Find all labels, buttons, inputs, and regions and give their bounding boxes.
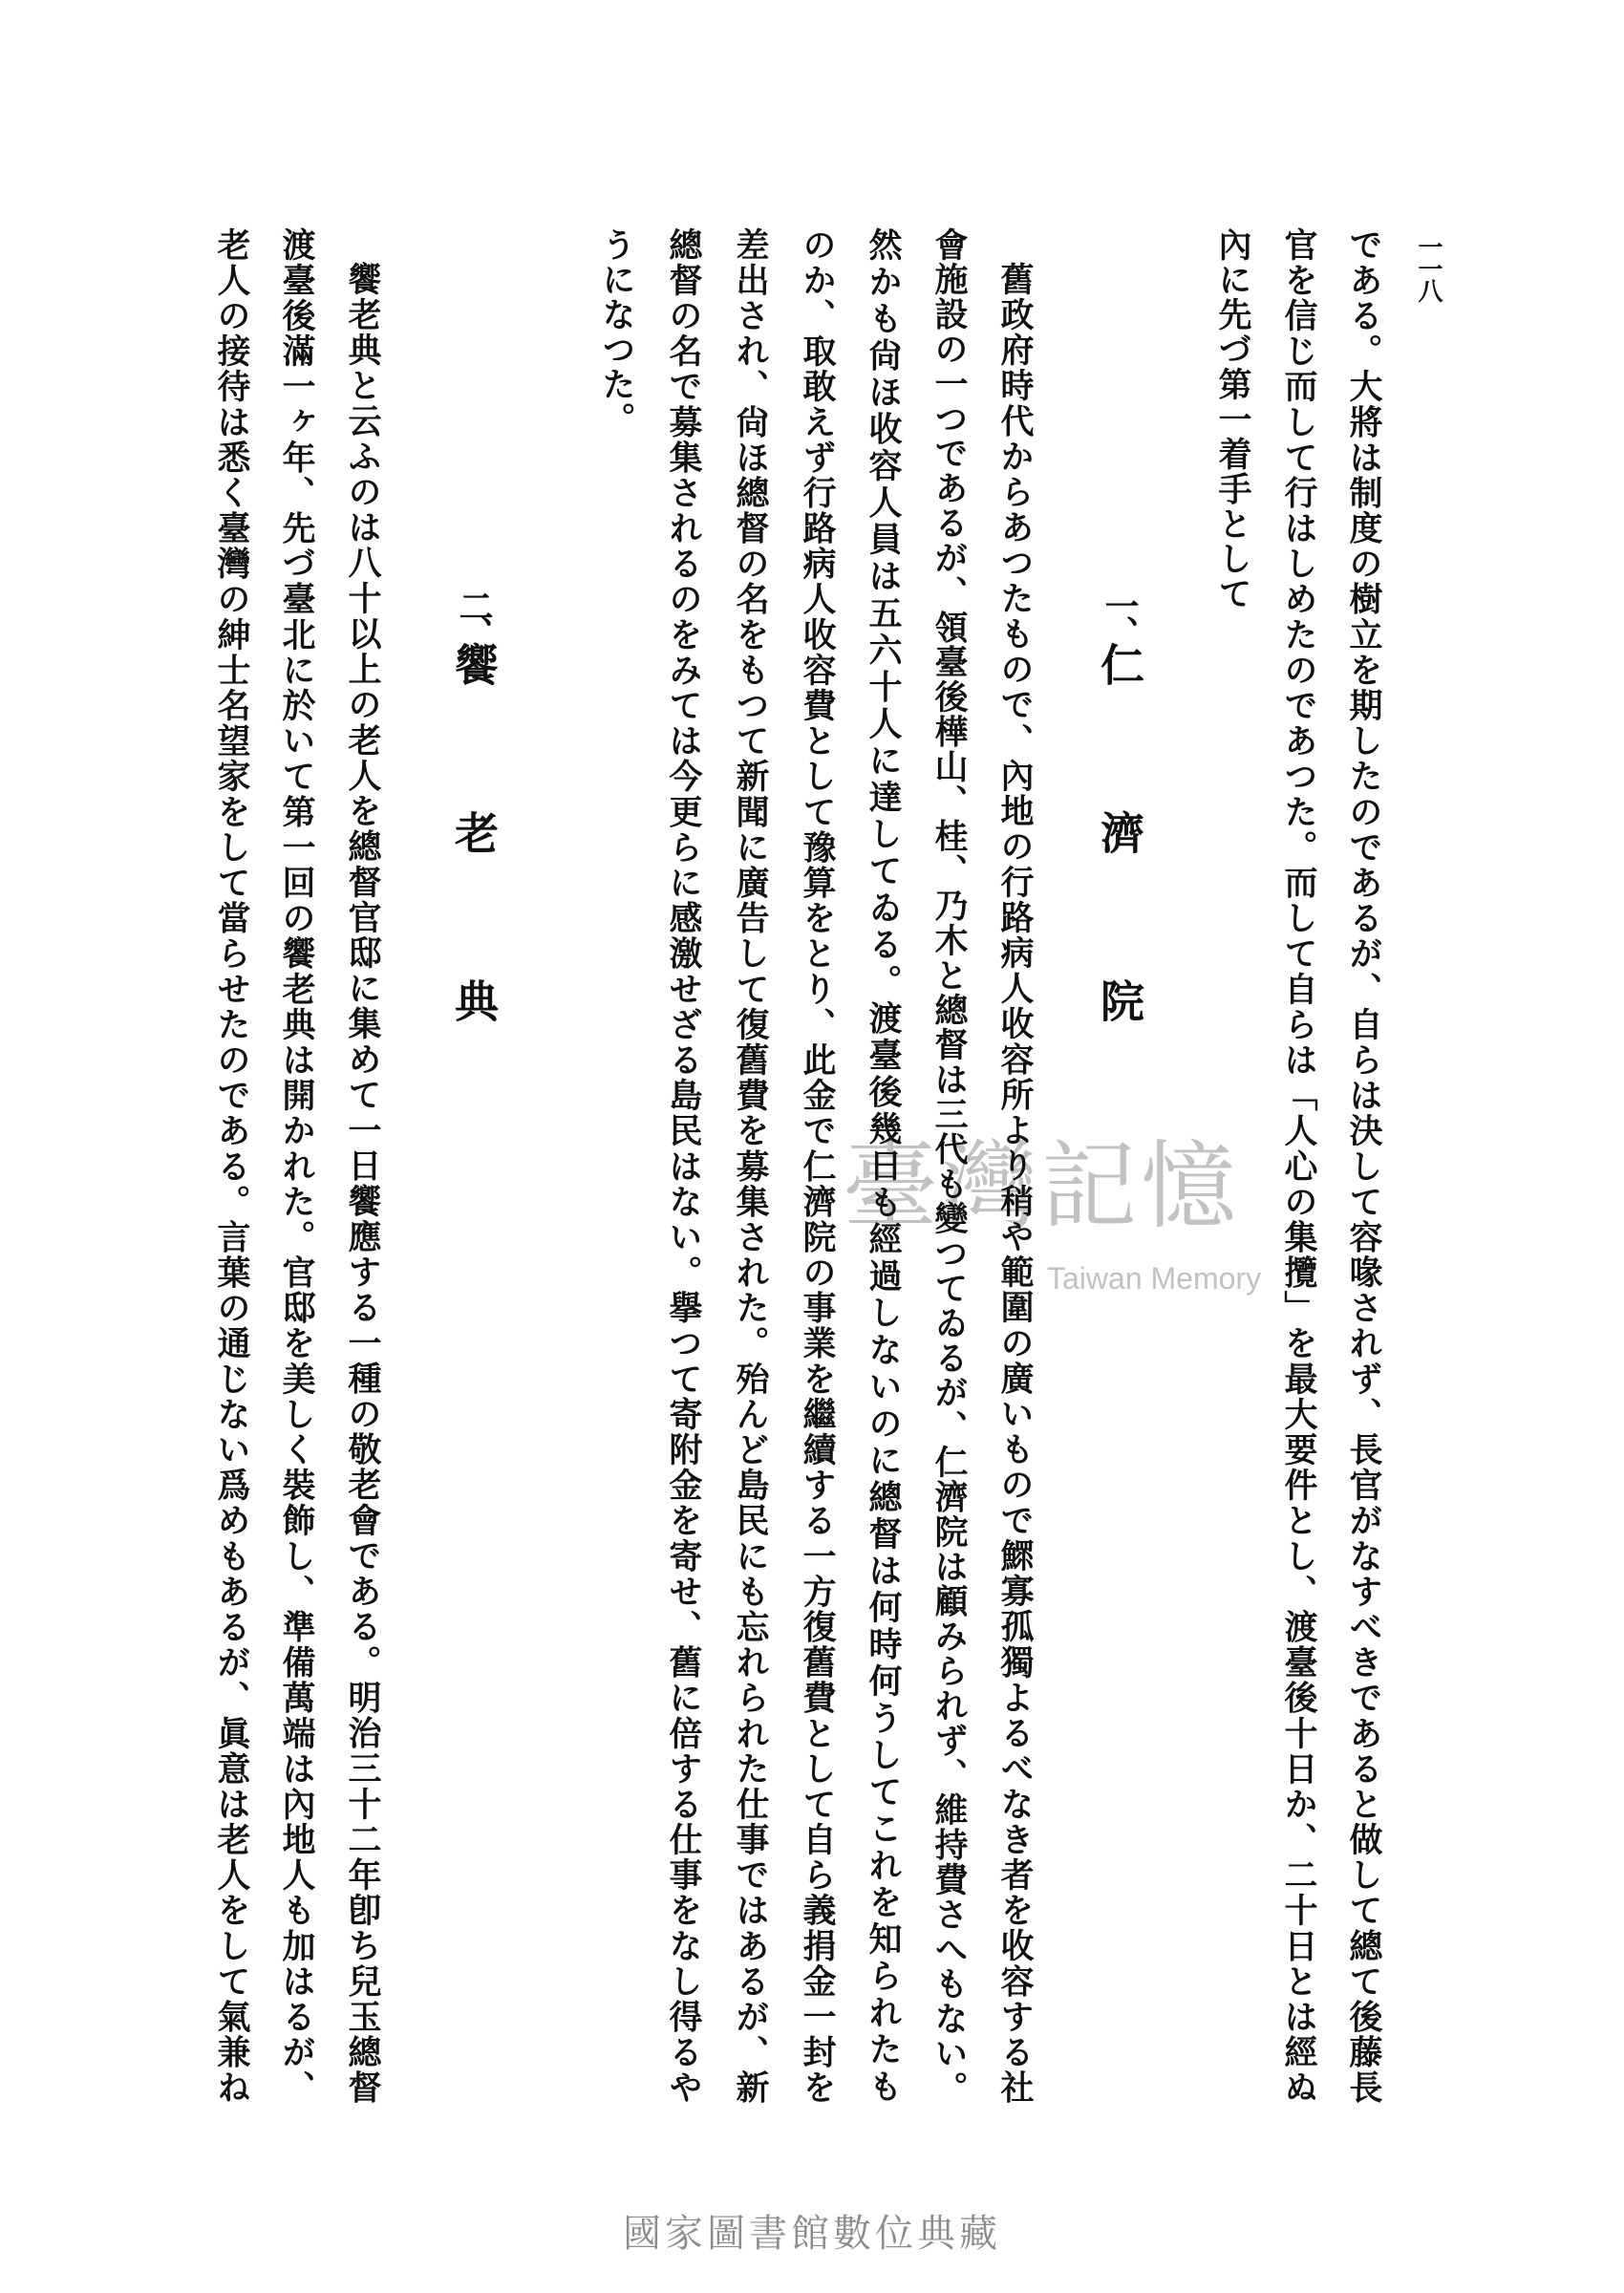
text-column: 渡臺後滿一ヶ年、先づ臺北に於いて第一回の饗老典は開かれた。官邸を美しく裝飾し、準備萬端は內地人も加はるが、: [277, 227, 316, 2106]
text-column: 然かも尙ほ收容人員は五六十人に達してゐる。渡臺後幾日も經過しないのに總督は何時何うしてこれを知られたも: [864, 227, 903, 2106]
text-column: うになつた。: [597, 227, 636, 437]
footer-credit: 國家圖書館數位典藏: [623, 2212, 1001, 2256]
text-column: 老人の接待は悉く臺灣の紳士名望家をして當らせたのである。言葉の通じない爲めもあるが、眞意は老人をして氣兼ね: [212, 227, 251, 2106]
text-column: 饗老典と云ふのは八十以上の老人を總督官邸に集めて一日饗應する一種の敬老會である。明治三十二年卽ち兒玉總督: [343, 262, 382, 2106]
text-column: 差出され、尙ほ總督の名をもつて新聞に廣告して復舊費を募集された。殆んど島民にも忘れられた仕事ではあるが、新: [731, 227, 770, 2106]
text-column: 總督の名で募集されるのをみては今更らに感激せざる島民はない。擧つて寄附金を寄せ、舊に倍する仕事をなし得るや: [664, 227, 703, 2106]
section-title: 仁 濟 院: [1094, 642, 1145, 1062]
text-column: 內に先づ第一着手として: [1213, 227, 1252, 611]
section-title: 饗 老 典: [448, 642, 500, 1062]
watermark-logo-subtext: Taiwan Memory: [1047, 1261, 1262, 1296]
page-number: 一一八: [1414, 234, 1442, 300]
watermark-logo-text: 臺灣記憶: [843, 1130, 1240, 1242]
text-column: である。大將は制度の樹立を期したのであるが、自らは決して容喙されず、長官がなすべきであると做して總て後藤長: [1344, 227, 1383, 2106]
text-column: 舊政府時代からあつたもので、內地の行路病人收容所より稍や範圍の廣いもので鰥寡孤獨よるべなき者を收容する社: [995, 262, 1035, 2106]
text-column: 會施設の一つであるが、領臺後樺山、桂、乃木と總督は三代も變つてゐるが、仁濟院は顧みられず、維持費さへもない。: [930, 227, 969, 2106]
section-number: 二、: [454, 589, 494, 642]
text-column: 官を信じ而して行はしめたのであつた。而して自らは「人心の集攬」を最大要件とし、渡臺後十日か、二十日とは經ぬ: [1279, 227, 1318, 2106]
text-column: のか、取敢えず行路病人收容費として豫算をとり、此金で仁濟院の事業を繼續する一方復舊費として自ら義捐金一封を: [798, 227, 837, 2106]
section-number: 一、: [1100, 589, 1140, 642]
